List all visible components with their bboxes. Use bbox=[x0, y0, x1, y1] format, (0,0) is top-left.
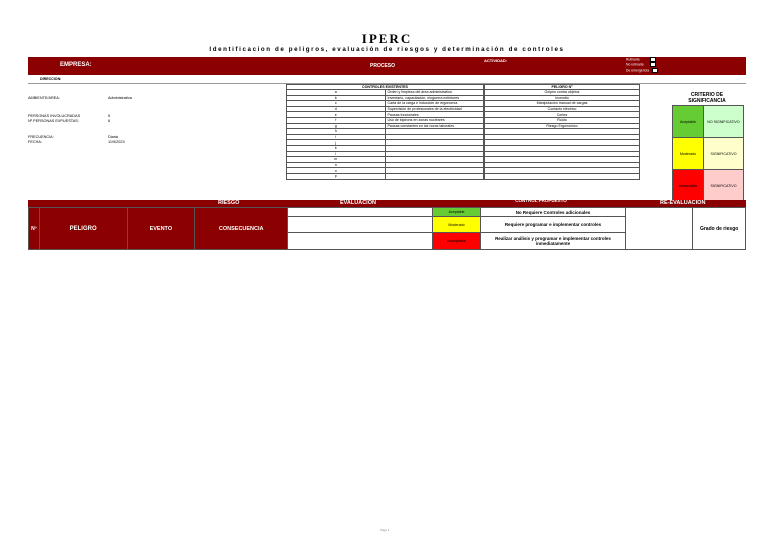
direccion-label: DIRECCION: bbox=[40, 77, 62, 81]
col-n: Nº bbox=[29, 208, 40, 250]
document-title: IPERC bbox=[361, 31, 413, 46]
control-c2: Requiere programar e implementar controles bbox=[481, 217, 626, 233]
criterio-table bbox=[672, 105, 744, 202]
peligro-list-row bbox=[485, 173, 640, 179]
controles-table bbox=[286, 84, 484, 180]
control-text: Orden y limpieza del área administrativa bbox=[385, 90, 484, 96]
control-text: Pausas constantes en las horas laborales bbox=[385, 123, 484, 129]
expuestas-label: Nº PERSONAS EXPUESTAS: bbox=[28, 119, 79, 123]
peligro-list-item: Contacto eléctrico bbox=[485, 106, 640, 112]
peligro-list-item bbox=[485, 173, 640, 179]
control-text: Supervisión de profesionales de la electricidad bbox=[385, 106, 484, 112]
company-bar bbox=[28, 57, 746, 75]
eval-level-inaceptable: Inaceptable bbox=[432, 233, 480, 250]
control-text: Pausas funcionales bbox=[385, 112, 484, 118]
rutinaria-option[interactable]: Rutinaria bbox=[626, 57, 658, 62]
peligro-list-item: Golpes contra objetos bbox=[485, 90, 640, 96]
frecuencia-value: Diaria bbox=[108, 135, 118, 139]
document-subtitle: Identificacion de peligros, evaluación de riesgos y determinación de controles bbox=[209, 46, 565, 53]
reevaluacion-header: RE-EVALUACION bbox=[660, 200, 706, 206]
proceso-label: PROCESO bbox=[370, 63, 396, 69]
fecha-label: FECHA: bbox=[28, 140, 42, 144]
emergencia-option[interactable]: De emergencia bbox=[626, 68, 658, 73]
criterio-level-inaceptable: Inaceptable bbox=[673, 170, 704, 202]
ambiente-label: AMBIENTE/AREA: bbox=[28, 96, 60, 100]
controles-header: CONTROLES EXISTENTES bbox=[287, 85, 484, 90]
fecha-value: 11/9/2023 bbox=[108, 140, 125, 144]
control-text: Uso de bipirons en zonas nucleares bbox=[385, 117, 484, 123]
evaluation-table bbox=[28, 207, 746, 250]
control-letter: j bbox=[287, 140, 386, 146]
control-letter: i bbox=[287, 134, 386, 140]
control-letter: a bbox=[287, 90, 386, 96]
evaluacion-header: EVALUACION bbox=[340, 200, 376, 206]
control-letter: c bbox=[287, 101, 386, 107]
control-text: Carta de la carga e inducción de ergonomía bbox=[385, 101, 484, 107]
no-rutinaria-option[interactable]: No rutinaria bbox=[626, 62, 658, 67]
criterio-sig-moderado: SIGNIFICATIVO bbox=[704, 138, 744, 170]
eval-level-moderado: Moderado bbox=[432, 217, 480, 233]
personas-value: 5 bbox=[108, 114, 111, 118]
control-text: Inventario, capacitación, ninguerra extintores bbox=[385, 95, 484, 101]
direccion-row bbox=[28, 75, 746, 84]
col-peligro: PELIGRO bbox=[39, 208, 127, 250]
criterio-level-aceptable: Aceptable bbox=[673, 106, 704, 138]
actividad-label: ACTIVIDAD: bbox=[484, 58, 508, 63]
peligro-list-table bbox=[484, 84, 640, 180]
control-c1: No Requiere Controles adicionales bbox=[481, 208, 626, 217]
grado-header: Grado de riesgo bbox=[693, 208, 746, 250]
expuestas-value: 6 bbox=[108, 119, 111, 123]
riesgo-header: RIESGO bbox=[218, 200, 240, 206]
peligro-list-item: Cortes bbox=[485, 112, 640, 118]
control-letter: e bbox=[287, 112, 386, 118]
control-text bbox=[385, 173, 484, 179]
criterio-sig-inaceptable: SIGNIFICATIVO bbox=[704, 170, 744, 202]
peligro-list-item: Ruido bbox=[485, 117, 640, 123]
control-c3: Realizar análisis y programar e implementar controles inmediatamente bbox=[481, 233, 626, 250]
control-letter: h bbox=[287, 129, 386, 135]
col-evento: EVENTO bbox=[127, 208, 195, 250]
frecuencia-label: FRECUENCIA: bbox=[28, 135, 54, 139]
personas-label: PERSONAS INVOLUCRADAS bbox=[28, 114, 81, 118]
empresa-label: EMPRESA: bbox=[60, 62, 92, 68]
peligro-list-header: PELIGRO Nº bbox=[485, 85, 640, 90]
control-letter: f bbox=[287, 117, 386, 123]
main-header-bar bbox=[28, 200, 746, 207]
peligro-list-item: Incendio bbox=[485, 95, 640, 101]
eval-level-aceptable: Aceptable bbox=[432, 208, 480, 217]
criterio-header: CRITERIO DE SIGNIFICANCIA bbox=[688, 92, 726, 104]
info-block bbox=[28, 88, 283, 198]
criterio-sig-aceptable: NO SIGNIFICATIVO bbox=[704, 106, 744, 138]
control-row bbox=[287, 173, 484, 179]
page-footer: Page 1 bbox=[380, 528, 390, 532]
ambiente-value: Administrativa bbox=[108, 96, 132, 100]
control-letter: n bbox=[287, 162, 386, 168]
peligro-list-item: Riesgo Ergonómico bbox=[485, 123, 640, 129]
control-letter: p bbox=[287, 173, 386, 179]
peligro-list-item: Manipulación manual de cargas bbox=[485, 101, 640, 107]
control-letter: m bbox=[287, 157, 386, 163]
control-letter: g bbox=[287, 123, 386, 129]
control-letter: b bbox=[287, 95, 386, 101]
control-letter: l bbox=[287, 151, 386, 157]
control-letter: k bbox=[287, 145, 386, 151]
criterio-level-moderado: Moderado bbox=[673, 138, 704, 170]
control-header: CONTROL PROPUESTO bbox=[515, 198, 567, 203]
col-consecuencia: CONSECUENCIA bbox=[195, 208, 288, 250]
control-letter: d bbox=[287, 106, 386, 112]
iperc-sheet bbox=[28, 32, 746, 54]
control-letter: o bbox=[287, 168, 386, 174]
